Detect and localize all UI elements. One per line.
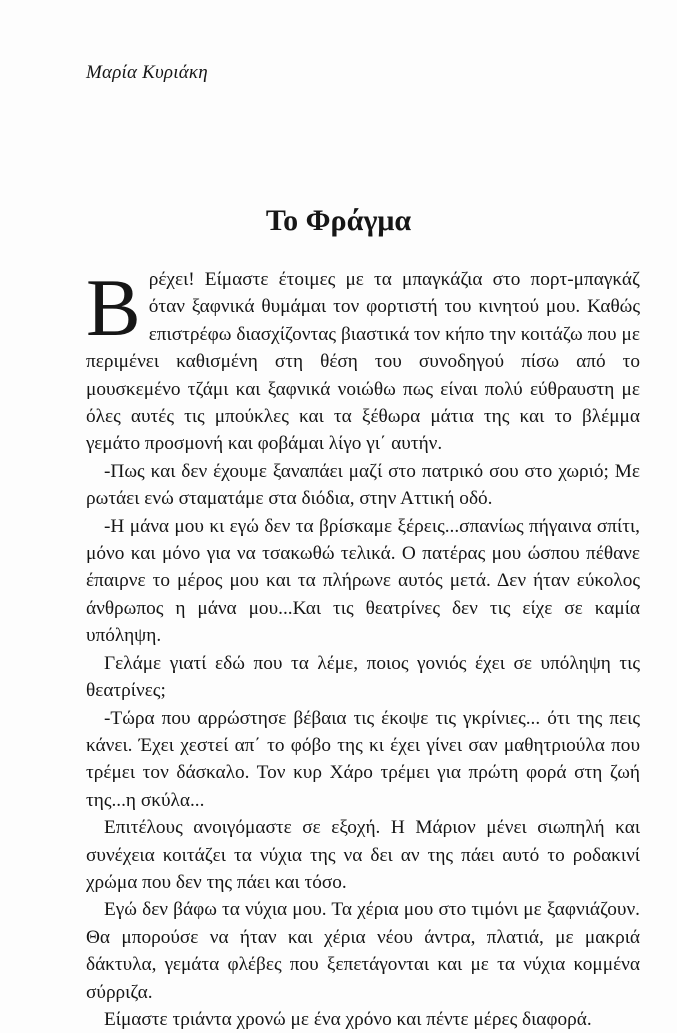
paragraph-5: -Τώρα που αρρώστησε βέβαια τις έκοψε τις γκρίνιες... ότι της πεις κάνει. Έχει χεστεί απ΄ το φόβο της κι έχει γίνει σαν μαθητριούλα που τρέμει τον δάσκαλο. Τον κυρ Χάρο τρέμει για πρώτη φορά στη ζωή της...η σκύλα... [86,707,640,811]
paragraph-4: Γελάμε γιατί εδώ που τα λέμε, ποιος γονιός έχει σε υπόληψη τις θεατρίνες; [86,652,640,702]
paragraph-8: Είμαστε τριάντα χρονώ με ένα χρόνο και πέντε μέρες διαφορά. [104,1008,592,1030]
paragraph-1-text: ρέχει! Είμαστε έτοιμες με τα μπαγκάζια στο πορτ-μπαγκάζ όταν ξαφνικά θυμάμαι τον φορτιστή του κινητού μου. Καθώς επιστρέφω διασχίζοντας βιαστικά τον κήπο την κοιτάζω που με περιμένει καθισμένη στη θέση του συνοδηγού πίσω από το μουσκεμένο τζάμι και ξαφνικά νοιώθω πως είναι πολύ εύθραυστη με όλες αυτές τις μπούκλες και τα ξέθωρα μάτια της και το βλέμμα γεμάτο προσμονή και φοβάμαι λίγο γι΄ αυτήν. [86,269,640,455]
paragraph-2: -Πως και δεν έχουμε ξαναπάει μαζί στο πατρικό σου στο χωριό; Με ρωτάει ενώ σταματάμε στα διόδια, στην Αττική οδό. [86,460,640,510]
paragraph-7: Εγώ δεν βάφω τα νύχια μου. Τα χέρια μου στο τιμόνι με ξαφνιάζουν. Θα μπορούσε να ήταν και χέρια νέου άντρα, πλατιά, με μακριά δάκτυλα, γεμάτα φλέβες που ξεπετάγονται και με τα νύχια κομμένα σύρριζα. [86,899,640,1003]
paragraph-3: -Η μάνα μου κι εγώ δεν τα βρίσκαμε ξέρεις...σπανίως πήγαινα σπίτι, μόνο και μόνο για να τσακωθώ τελικά. Ο πατέρας μου ώσπου πέθανε έπαιρνε το μέρος μου και τα πλήρωνε αυτός μετά. Δεν ήταν εύκολος άνθρωπος η μάνα μου...Και τις θεατρίνες δεν τις είχε σε καμία υπόληψη. [86,515,640,647]
paragraph-1 [86,262,640,458]
running-header-author: Μαρία Κυριάκη [86,62,208,83]
story-body [86,262,640,1033]
story-title: Το Φράγμα [265,204,412,237]
drop-cap: Β [86,262,141,353]
paragraph-6: Επιτέλους ανοιγόμαστε σε εξοχή. Η Μάριον μένει σιωπηλή και συνέχεια κοιτάζει τα νύχια της να δει αν της πάει αυτό το ροδακινί χρώμα που δεν της πάει και τόσο. [86,817,640,893]
